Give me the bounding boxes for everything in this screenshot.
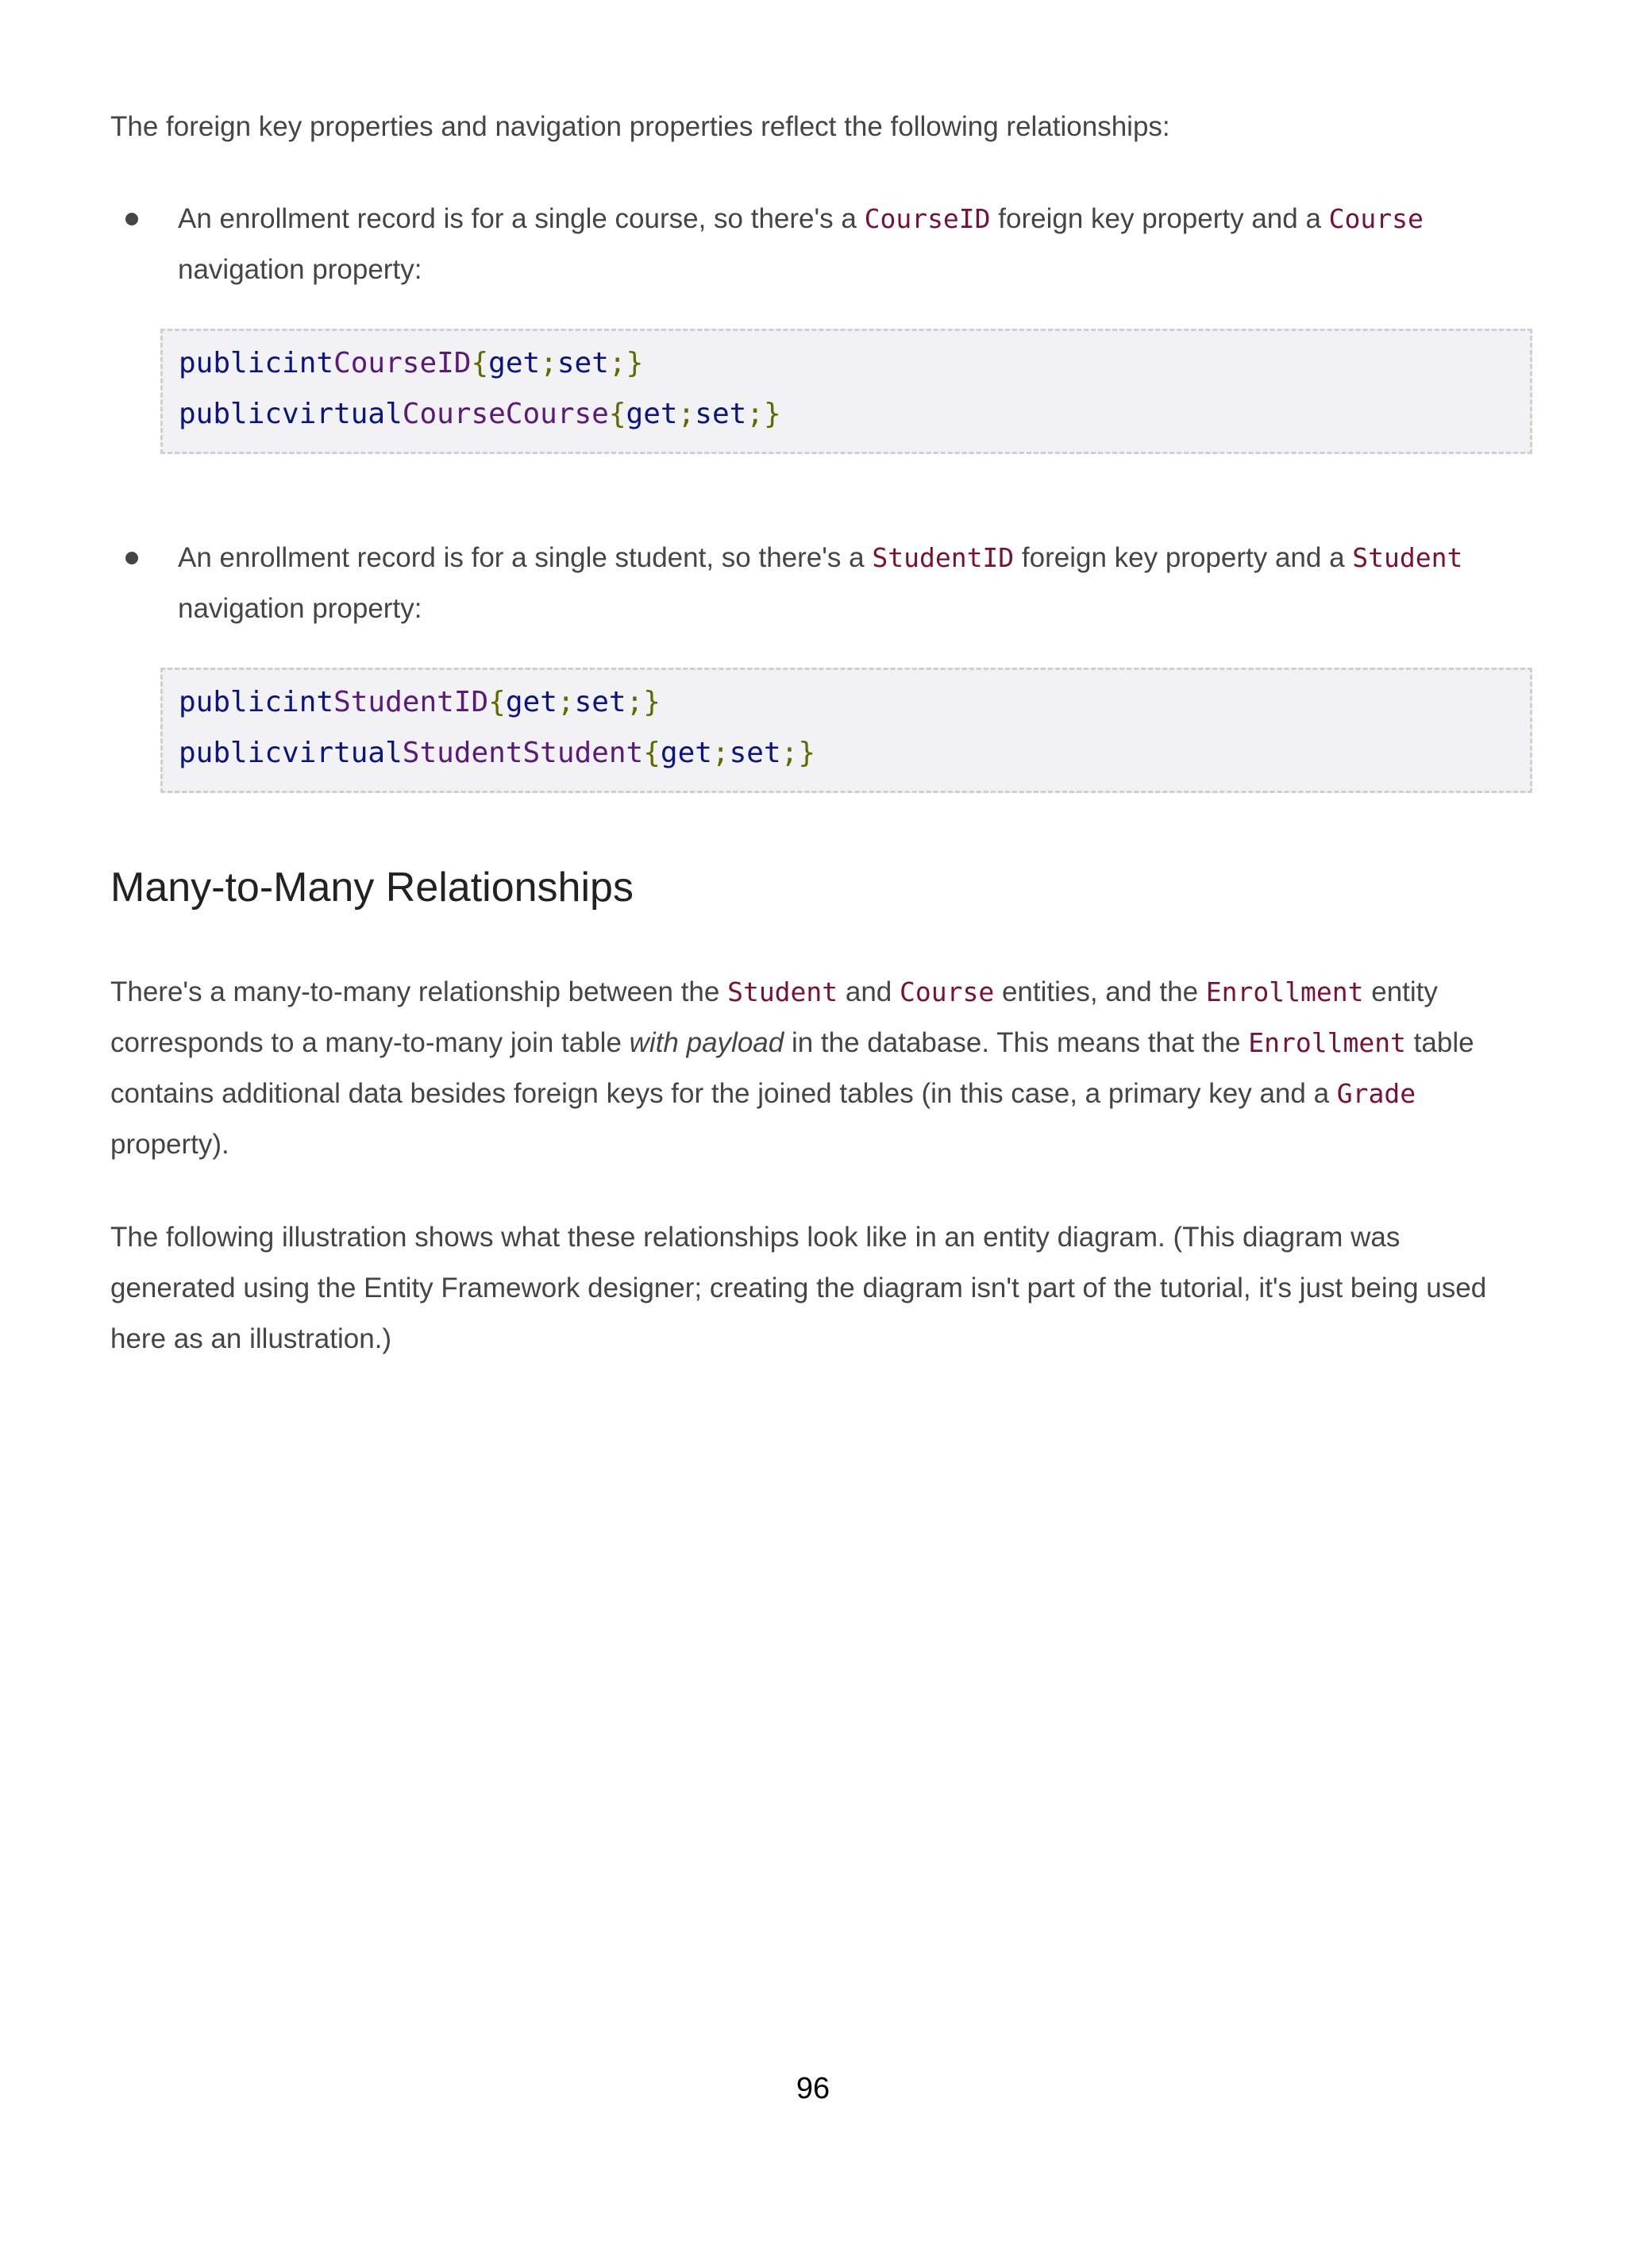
inline-code-student: Student — [1352, 542, 1463, 573]
code-token: set — [574, 686, 626, 718]
text-part: and — [838, 976, 900, 1007]
code-token: { — [643, 737, 661, 769]
code-token: StudentID — [333, 686, 489, 718]
code-token: public — [179, 347, 283, 379]
bullet-item-student — [178, 533, 1535, 634]
code-token: { — [488, 686, 506, 718]
inline-code-course: Course — [900, 976, 995, 1007]
code-token: ; — [540, 347, 557, 379]
code-token: int — [282, 347, 334, 379]
bullet-item-course — [178, 194, 1535, 295]
intro-paragraph: The foreign key properties and navigation properties reflect the following relationships: — [110, 111, 1170, 142]
code-token: virtual — [282, 398, 403, 430]
bullet-icon — [125, 552, 138, 564]
paragraph-relationship — [110, 967, 1532, 1170]
code-token: ;} — [608, 347, 644, 379]
text-part: in the database. This means that the — [784, 1027, 1249, 1058]
code-token: ; — [711, 737, 730, 769]
text-part: There's a many-to-many relationship between the — [110, 976, 728, 1007]
text-part: table contains additional data besides foreign keys for the joined tables (in this case, a primary key and a — [110, 1027, 1474, 1109]
code-block-student — [160, 668, 1532, 793]
code-token: ; — [557, 686, 575, 718]
code-token: ; — [677, 398, 695, 430]
inline-code-enrollment: Enrollment — [1248, 1027, 1406, 1058]
code-token: int — [282, 686, 334, 718]
code-token: get — [505, 686, 557, 718]
section-heading: Many-to-Many Relationships — [110, 864, 634, 911]
paragraph-illustration: The following illustration shows what these relationships look like in an entity diagram. (This diagram was generated using the Entity Framework designer; creating the diagram isn't part of the tutorial, it's just being used here as an illustration.) — [110, 1222, 1487, 1354]
code-line — [179, 347, 643, 379]
bullet-text-part: An enrollment record is for a single course, so there's a — [178, 203, 865, 234]
code-token: CourseCourse — [402, 398, 609, 430]
code-token: { — [471, 347, 489, 379]
code-token: set — [695, 398, 747, 430]
code-token: public — [179, 737, 283, 769]
code-token: ;} — [626, 686, 661, 718]
code-block-course — [160, 329, 1532, 454]
code-token: public — [179, 398, 283, 430]
inline-code-courseid: CourseID — [864, 203, 991, 234]
text-part: property). — [110, 1129, 229, 1160]
code-token: set — [557, 347, 609, 379]
bullet-text-part: An enrollment record is for a single student, so there's a — [178, 542, 873, 573]
bullet-text-part: navigation property: — [178, 254, 422, 285]
code-token: ;} — [780, 737, 815, 769]
inline-code-studentid: StudentID — [872, 542, 1015, 573]
text-part: entity corresponds to a many-to-many join table — [110, 976, 1438, 1058]
code-token: public — [179, 686, 283, 718]
emphasis-text: with payload — [629, 1027, 784, 1058]
page-number: 96 — [796, 2072, 830, 2105]
code-token: CourseID — [333, 347, 472, 379]
code-line — [179, 686, 661, 718]
inline-code-student: Student — [727, 976, 838, 1007]
bullet-icon — [125, 213, 138, 225]
code-token: get — [660, 737, 712, 769]
code-token: get — [626, 398, 678, 430]
inline-code-grade: Grade — [1336, 1078, 1416, 1109]
code-token: { — [608, 398, 626, 430]
code-line — [179, 398, 781, 430]
bullet-text-part: foreign key property and a — [1014, 542, 1353, 573]
text-part: entities, and the — [994, 976, 1206, 1007]
code-token: ;} — [746, 398, 781, 430]
inline-code-enrollment: Enrollment — [1205, 976, 1364, 1007]
bullet-text-part: navigation property: — [178, 593, 422, 624]
code-token: set — [729, 737, 781, 769]
code-token: StudentStudent — [402, 737, 644, 769]
code-token: virtual — [282, 737, 403, 769]
inline-code-course: Course — [1328, 203, 1424, 234]
bullet-text-part: foreign key property and a — [990, 203, 1329, 234]
code-line — [179, 737, 815, 769]
code-token: get — [488, 347, 541, 379]
